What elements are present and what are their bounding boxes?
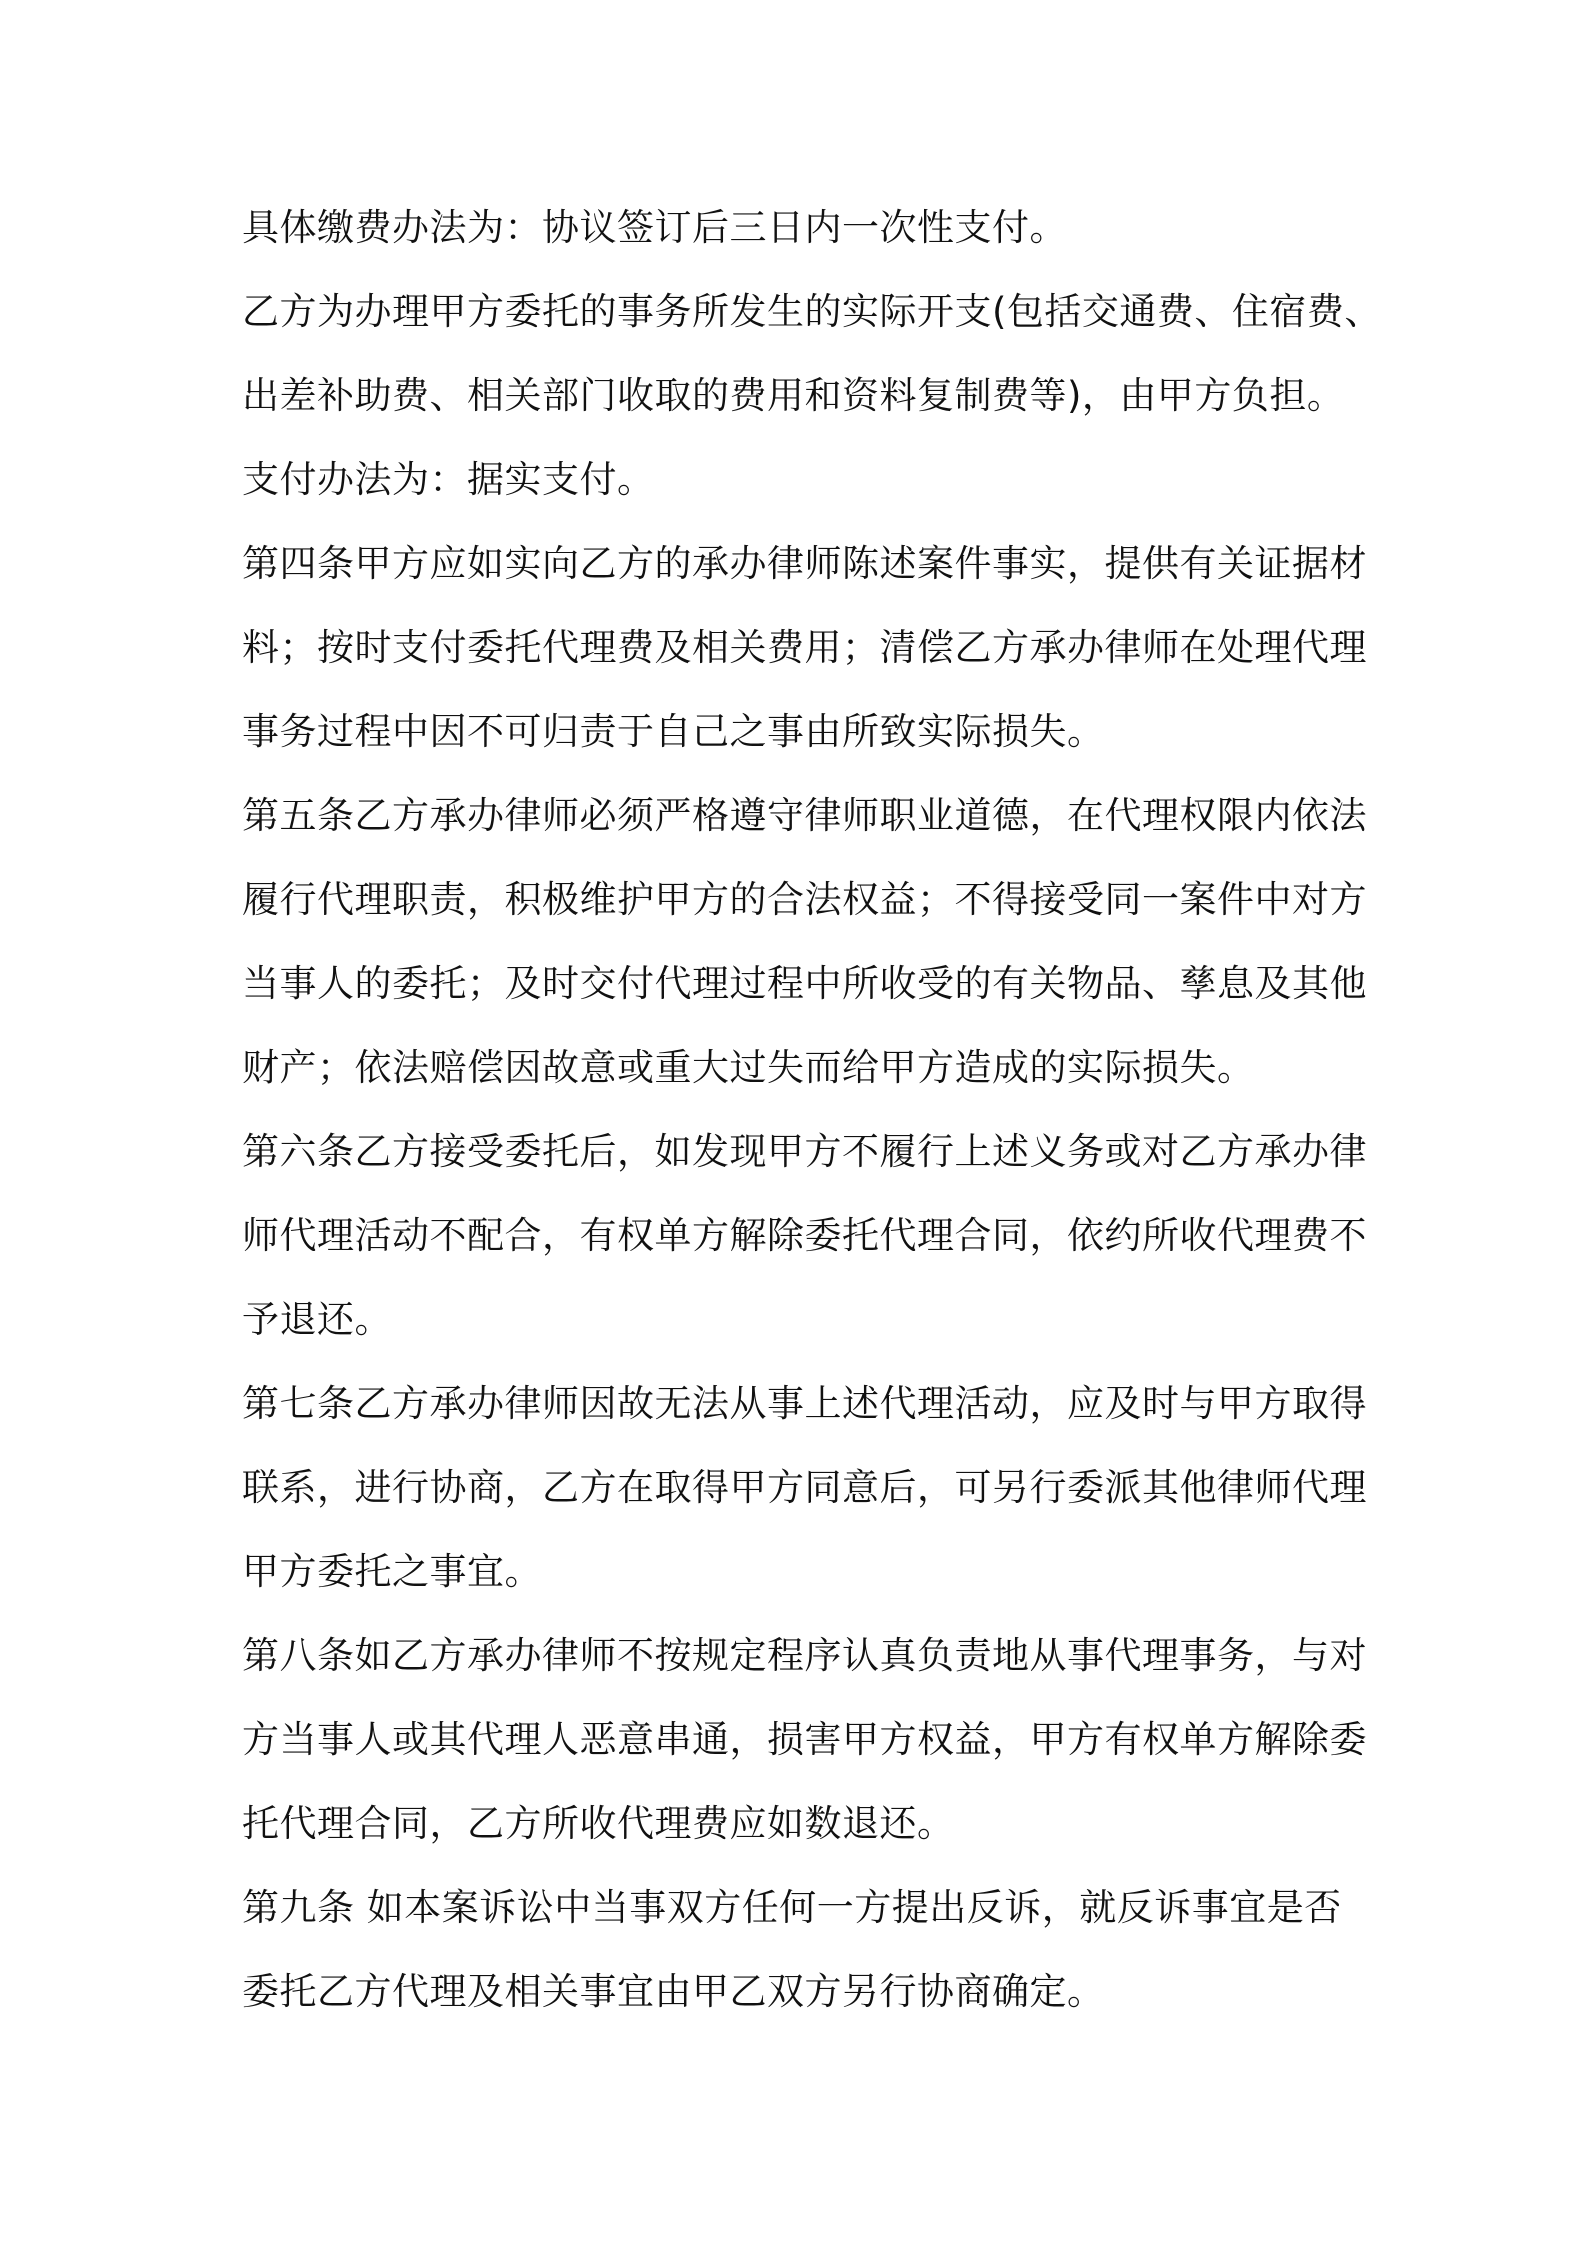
paragraph-line: 托代理合同，乙方所收代理费应如数退还。 — [242, 1802, 955, 1845]
paragraph-line: 联系，进行协商，乙方在取得甲方同意后，可另行委派其他律师代理 — [242, 1466, 1367, 1509]
paragraph-line: 出差补助费、相关部门收取的费用和资料复制费等)，由甲方负担。 — [242, 374, 1345, 417]
paragraph-line: 财产；依法赔偿因故意或重大过失而给甲方造成的实际损失。 — [242, 1046, 1255, 1089]
paragraph-line: 第九条 如本案诉讼中当事双方任何一方提出反诉，就反诉事宜是否 — [242, 1886, 1342, 1929]
paragraph-line: 具体缴费办法为：协议签订后三日内一次性支付。 — [242, 206, 1067, 249]
article-4 — [242, 522, 1367, 774]
paragraph-line: 第八条如乙方承办律师不按规定程序认真负责地从事代理事务，与对 — [242, 1634, 1367, 1677]
paragraph-line: 委托乙方代理及相关事宜由甲乙双方另行协商确定。 — [242, 1970, 1105, 2013]
paragraph-line: 方当事人或其代理人恶意串通，损害甲方权益，甲方有权单方解除委 — [242, 1718, 1367, 1761]
paragraph-line: 支付办法为：据实支付。 — [242, 458, 655, 501]
article-9 — [242, 1866, 1357, 2034]
paragraph-expenses — [242, 270, 1382, 438]
article-5 — [242, 774, 1367, 1110]
document-body — [242, 186, 1382, 2034]
paragraph-line: 第四条甲方应如实向乙方的承办律师陈述案件事实，提供有关证据材 — [242, 542, 1367, 585]
paragraph-line: 师代理活动不配合，有权单方解除委托代理合同，依约所收代理费不 — [242, 1214, 1367, 1257]
paragraph-line: 第七条乙方承办律师因故无法从事上述代理活动，应及时与甲方取得 — [242, 1382, 1367, 1425]
article-6 — [242, 1110, 1367, 1362]
paragraph-line: 甲方委托之事宜。 — [242, 1550, 542, 1593]
paragraph-line: 乙方为办理甲方委托的事务所发生的实际开支(包括交通费、住宿费、 — [242, 290, 1382, 333]
paragraph-payment-method — [242, 186, 1357, 270]
article-7 — [242, 1362, 1367, 1614]
paragraph-line: 当事人的委托；及时交付代理过程中所收受的有关物品、孳息及其他 — [242, 962, 1367, 1005]
paragraph-line: 第五条乙方承办律师必须严格遵守律师职业道德，在代理权限内依法 — [242, 794, 1367, 837]
paragraph-line: 事务过程中因不可归责于自己之事由所致实际损失。 — [242, 710, 1105, 753]
paragraph-line: 予退还。 — [242, 1298, 392, 1341]
article-8 — [242, 1614, 1367, 1866]
paragraph-expense-payment — [242, 438, 1357, 522]
paragraph-line: 履行代理职责，积极维护甲方的合法权益；不得接受同一案件中对方 — [242, 878, 1367, 921]
paragraph-line: 第六条乙方接受委托后，如发现甲方不履行上述义务或对乙方承办律 — [242, 1130, 1367, 1173]
paragraph-line: 料；按时支付委托代理费及相关费用；清偿乙方承办律师在处理代理 — [242, 626, 1367, 669]
